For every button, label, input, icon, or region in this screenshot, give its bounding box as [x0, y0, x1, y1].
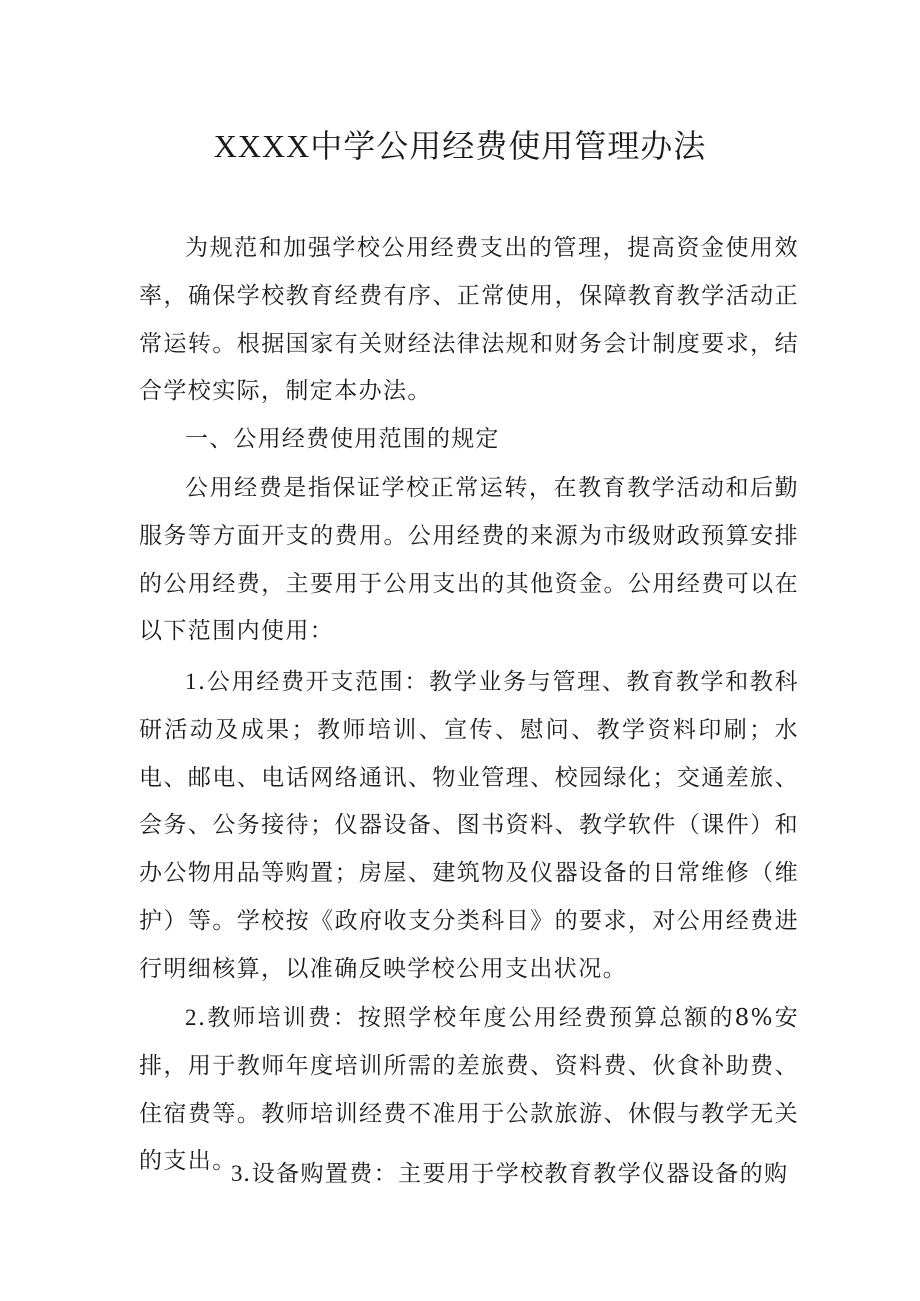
item3-text: .设备购置费：主要用于学校教育教学仪器设备的购 [243, 1161, 789, 1187]
list-item-1 [139, 658, 799, 994]
document-title [0, 118, 920, 174]
section1-heading: 一、公用经费使用范围的规定 [185, 426, 500, 452]
item2-number: 2 [185, 1005, 198, 1030]
intro-paragraph: 为规范和加强学校公用经费支出的管理，提高资金使用效率，确保学校教育经费有序、正常使用，保障教育教学活动正常运转。根据国家有关财经法律法规和财务会计制度要求，结合学校实际，制定本办法。 [139, 235, 799, 405]
item1-number: 1 [185, 669, 198, 694]
title-prefix: XXXX [213, 128, 311, 164]
item2-text: .教师培训费：按照学校年度公用经费预算总额的8%安排，用于教师年度培训所需的差旅费、资料费、伙食补助费、住宿费等。教师培训经费不准用于公款旅游、休假与教学无关的支出。 [139, 1005, 799, 1175]
title-main: 中学公用经费使用管理办法 [310, 127, 707, 165]
item1-text: .公用经费开支范围：教学业务与管理、教育教学和教科研活动及成果；教师培训、宣传、慰问、教学资料印刷；水电、邮电、电话网络通讯、物业管理、校园绿化；交通差旅、会务、公务接待；仪器设备、图书资料、教学软件（课件）和办公物用品等购置；房屋、建筑物及仪器设备的日常维修（维护）等。学校按《政府收支分类科目》的要求，对公用经费进行明细核算，以准确反映学校公用支出状况。 [139, 669, 799, 982]
section1-paragraph: 公用经费是指保证学校正常运转，在教育教学活动和后勤服务等方面开支的费用。公用经费的来源为市级财政预算安排的公用经费，主要用于公用支出的其他资金。公用经费可以在以下范围内使用： [139, 475, 799, 645]
list-item-3 [139, 1150, 799, 1199]
item3-number: 3 [231, 1161, 244, 1186]
